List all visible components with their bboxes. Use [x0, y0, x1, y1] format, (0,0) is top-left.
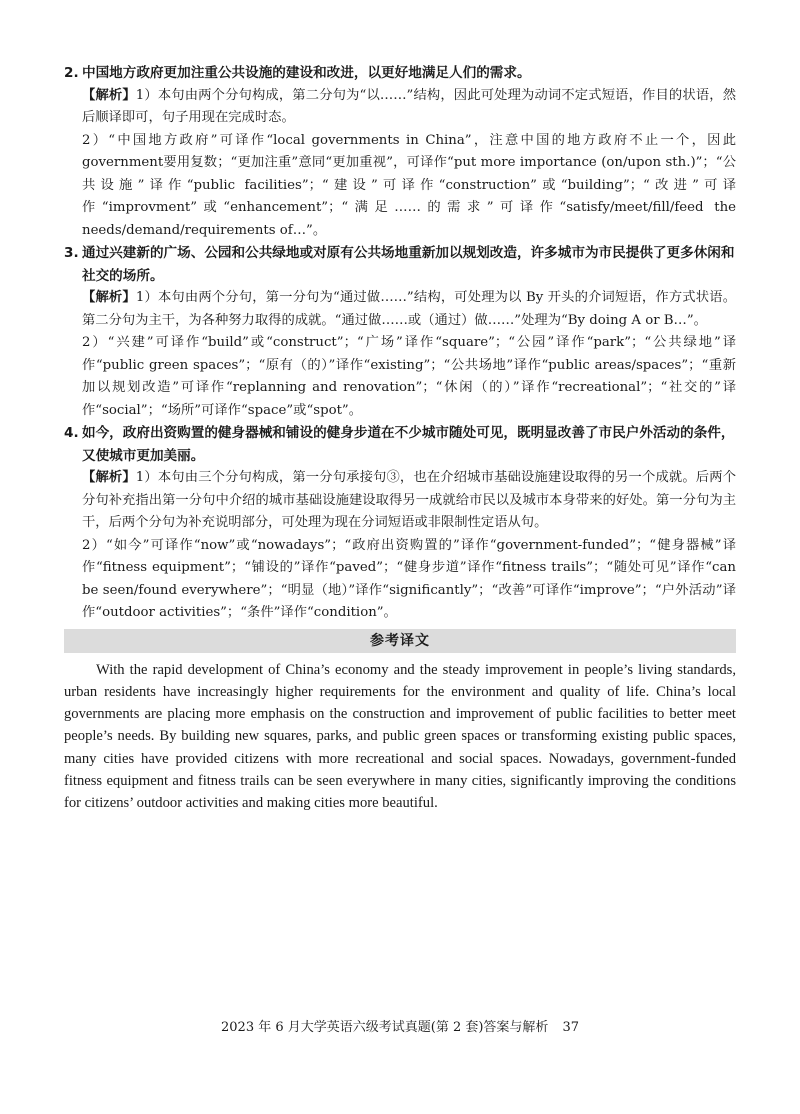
reference-translation-text: With the rapid development of China’s economy and the steady improvement in people’s living standards, urban residents have increasingly higher requirements for the environment and quality of life. China’s local governments are placing more emphasis on the construction and improvement of public facilities to better meet people’s needs. By building new squares, parks, and public green spaces or transforming existing public spaces, many cities have provided citizens with more recreational and social spaces. Nowadays, government-funded fitness equipment and fitness trails can be seen everywhere in many cities, significantly improving the conditions for citizens’ outdoor activities and making cities more beautiful.	[64, 661, 736, 812]
analysis-point-1: 【解析】1）本句由两个分句，第一分句为“通过做……”结构，可处理为以 By 开头的介词短语，作方式状语。第二分句为主干，为各种努力取得的成就。“通过做……或（通过）做……”处理为“By doing A or B…”。	[82, 290, 736, 328]
reference-translation-header: 参考译文	[64, 629, 736, 653]
footer-title: 2023 年 6 月大学英语六级考试真题(第 2 套)答案与解析	[221, 1020, 549, 1035]
question-text: 中国地方政府更加注重公共设施的建设和改进，以更好地满足人们的需求。	[82, 65, 531, 81]
question-item-4	[64, 422, 736, 625]
question-heading	[64, 62, 736, 85]
analysis-point-2: 2）“如今”可译作“now”或“nowadays”；“政府出资购置的”译作“government-funded”；“健身器械”译作“fitness equipment”；“铺设的”译作“paved”；“健身步道”译作“fitness trails”；“随处可见”译作“can be seen/found everywhere”；“明显（地）”译作“significantly”；“改善”可译作“improve”；“户外活动”译作“outdoor activities”；“条件”译作“condition”。	[82, 537, 736, 620]
question-number: 3.	[64, 245, 79, 261]
question-number: 4.	[64, 425, 79, 441]
analysis-point-1: 【解析】1）本句由三个分句构成，第一分句承接句③，也在介绍城市基础设施建设取得的另一个成就。后两个分句补充指出第一分句中介绍的城市基础设施建设取得另一成就给市民以及城市本身带来的好处。第一分句为主干，后两个分句为补充说明部分，可处理为现在分词短语或非限制性定语从句。	[82, 470, 736, 530]
analysis-tag: 【解析】	[82, 470, 136, 485]
question-heading	[64, 242, 736, 287]
page-number: 37	[562, 1020, 579, 1035]
analysis-point-1: 【解析】1）本句由两个分句构成，第二分句为“以……”结构，因此可处理为动词不定式短语，作目的状语，然后顺译即可，句子用现在完成时态。	[82, 87, 737, 125]
analysis-tag: 【解析】	[82, 290, 136, 305]
page-content	[64, 62, 736, 815]
analysis-point-2: 2）“兴建”可译作“build”或“construct”；“广场”译作“square”；“公园”译作“park”；“公共绿地”译作“public green spaces”；“原有（的）”译作“existing”；“公共场地”译作“public areas/spaces”；“重新加以规划改造”可译作“replanning and renovation”；“休闲（的）”译作“recreational”；“社交的”译作“social”；“场所”可译作“space”或“spot”。	[82, 335, 736, 418]
question-number: 2.	[64, 65, 79, 81]
question-item-2	[64, 62, 736, 242]
question-heading	[64, 422, 736, 467]
analysis-point-2: 2）“中国地方政府”可译作“local governments in China”，注意中国的地方政府不止一个，因此government要用复数；“更加注重”意同“更加重视”，可译作“put more importance (on/upon sth.)”；“公共设施”译作“public facilities”；“建设”可译作“construction”或“building”；“改进”可译作“improvment”或“enhancement”；“满足……的需求”可译作“satisfy/meet/fill/feed the needs/demand/requirements of…”。	[82, 132, 736, 238]
question-item-3	[64, 242, 736, 422]
page-footer	[0, 1016, 800, 1035]
question-text: 通过兴建新的广场、公园和公共绿地或对原有公共场地重新加以规划改造，许多城市为市民提供了更多休闲和社交的场所。	[82, 245, 735, 284]
question-text: 如今，政府出资购置的健身器械和铺设的健身步道在不少城市随处可见，既明显改善了市民户外活动的条件，又使城市更加美丽。	[82, 425, 735, 464]
analysis-tag: 【解析】	[82, 87, 136, 103]
